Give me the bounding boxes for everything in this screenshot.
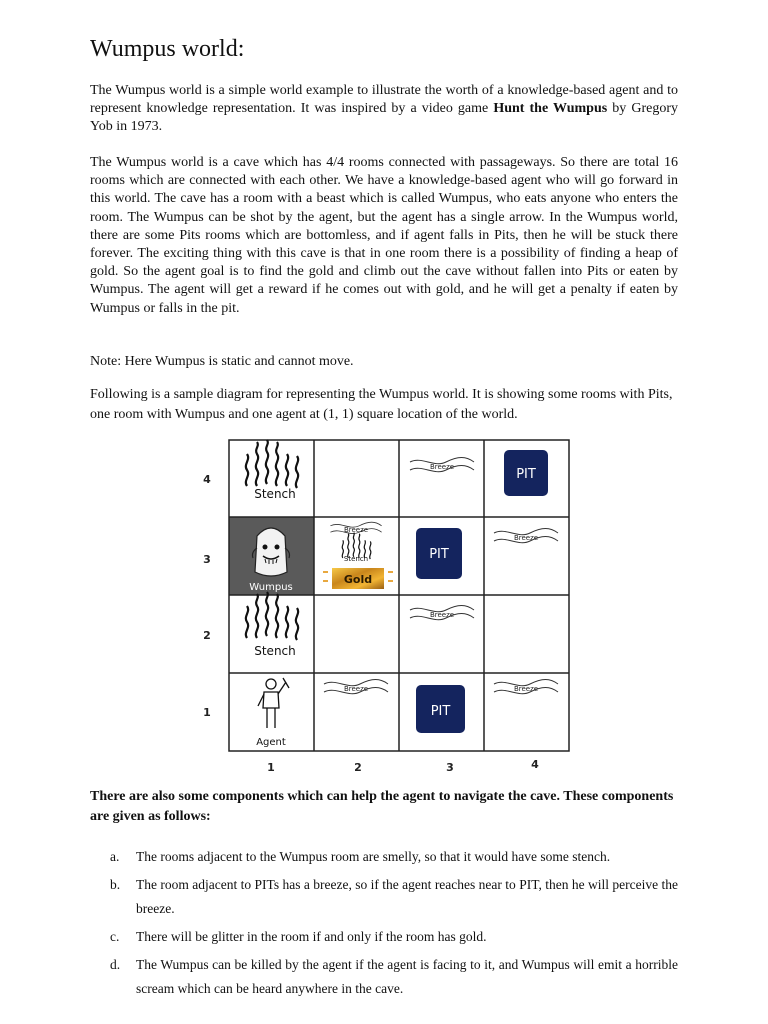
stench-icon xyxy=(246,440,298,488)
list-marker: a. xyxy=(110,849,120,864)
list-item xyxy=(110,845,678,869)
row-label: 4 xyxy=(203,473,211,486)
column-label: 3 xyxy=(446,761,454,774)
pit-label: PIT xyxy=(430,704,451,719)
list-marker: d. xyxy=(110,957,121,972)
column-label: 1 xyxy=(267,761,275,774)
components-list xyxy=(110,845,678,1005)
pit-label: PIT xyxy=(516,467,536,482)
diagram-intro-paragraph: Following is a sample diagram for representing the Wumpus world. It is showing some rooms with Pits, one room with Wumpus and one agent at (1, 1) square location of the world. xyxy=(90,387,673,422)
list-item xyxy=(110,953,678,1001)
agent-icon xyxy=(258,678,289,728)
breeze-label: Breeze xyxy=(343,526,369,534)
stench-icon xyxy=(246,592,298,640)
row-label: 3 xyxy=(203,553,211,566)
wumpus-icon xyxy=(253,528,290,576)
list-marker: b. xyxy=(110,877,121,892)
intro-text: The Wumpus world is a simple world example to illustrate the worth of a knowledge-based agent and to represent knowledge representation. It was inspired by a video game xyxy=(90,83,678,117)
list-item-text: There will be glitter in the room if and only if the room has gold. xyxy=(136,929,487,944)
breeze-label: Breeze xyxy=(513,685,539,693)
intro-game-title: Hunt the Wumpus xyxy=(493,101,608,117)
stench-label: Stench xyxy=(254,487,296,501)
column-label: 4 xyxy=(531,758,539,771)
breeze-label: Breeze xyxy=(343,685,369,693)
list-marker: c. xyxy=(110,929,120,944)
list-item-text: The room adjacent to PITs has a breeze, so if the agent reaches near to PIT, then he will perceive the breeze. xyxy=(136,877,678,916)
intro-text-end: by Gregory Yob in 1973. xyxy=(90,101,679,135)
row-label: 2 xyxy=(203,629,211,642)
note-paragraph: Note: Here Wumpus is static and cannot move. xyxy=(90,354,354,369)
intro-paragraph xyxy=(90,82,678,137)
list-item-text: The rooms adjacent to the Wumpus room are smelly, so that it would have some stench. xyxy=(136,849,611,864)
column-label: 2 xyxy=(354,761,362,774)
stench-label: Stench xyxy=(343,555,369,563)
description-paragraph: The Wumpus world is a cave which has 4/4 rooms connected with passageways. So there are total 16 rooms which are connected with each other. We have a knowledge-based agent who will go forward in this world. The cave has a room with a beast which is called Wumpus, who eats anyone who enters the room. The Wumpus can be shot by the agent, but the agent has a single arrow. In the Wumpus world, there are some Pits rooms which are bottomless, and if agent falls in Pits, then he will be stuck there forever. The exciting thing with this cave is that in one room there is a possibility of finding a heap of gold. So the agent goal is to find the gold and climb out the cave without fallen into Pits or eaten by Wumpus. The agent will get a reward if he comes out with gold, and he will get a penalty if eaten by Wumpus or falls in the pit. xyxy=(90,155,678,316)
stench-label: Stench xyxy=(254,644,296,658)
breeze-label: Breeze xyxy=(429,463,455,471)
components-intro: There are also some components which can help the agent to navigate the cave. These components are given as follows: xyxy=(90,789,674,824)
wumpus-label: Wumpus xyxy=(249,582,293,593)
agent-label: Agent xyxy=(256,737,286,748)
page-title: Wumpus world: xyxy=(90,36,245,62)
row-label: 1 xyxy=(203,706,211,719)
wumpus-world-diagram xyxy=(195,430,580,775)
breeze-label: Breeze xyxy=(429,611,455,619)
list-item xyxy=(110,873,678,921)
breeze-label: Breeze xyxy=(513,534,539,542)
gold-label: Gold xyxy=(343,573,373,586)
pit-label: PIT xyxy=(429,547,449,562)
list-item-text: The Wumpus can be killed by the agent if the agent is facing to it, and Wumpus will emit a horrible scream which can be heard anywhere in the cave. xyxy=(136,957,678,996)
list-item xyxy=(110,925,678,949)
